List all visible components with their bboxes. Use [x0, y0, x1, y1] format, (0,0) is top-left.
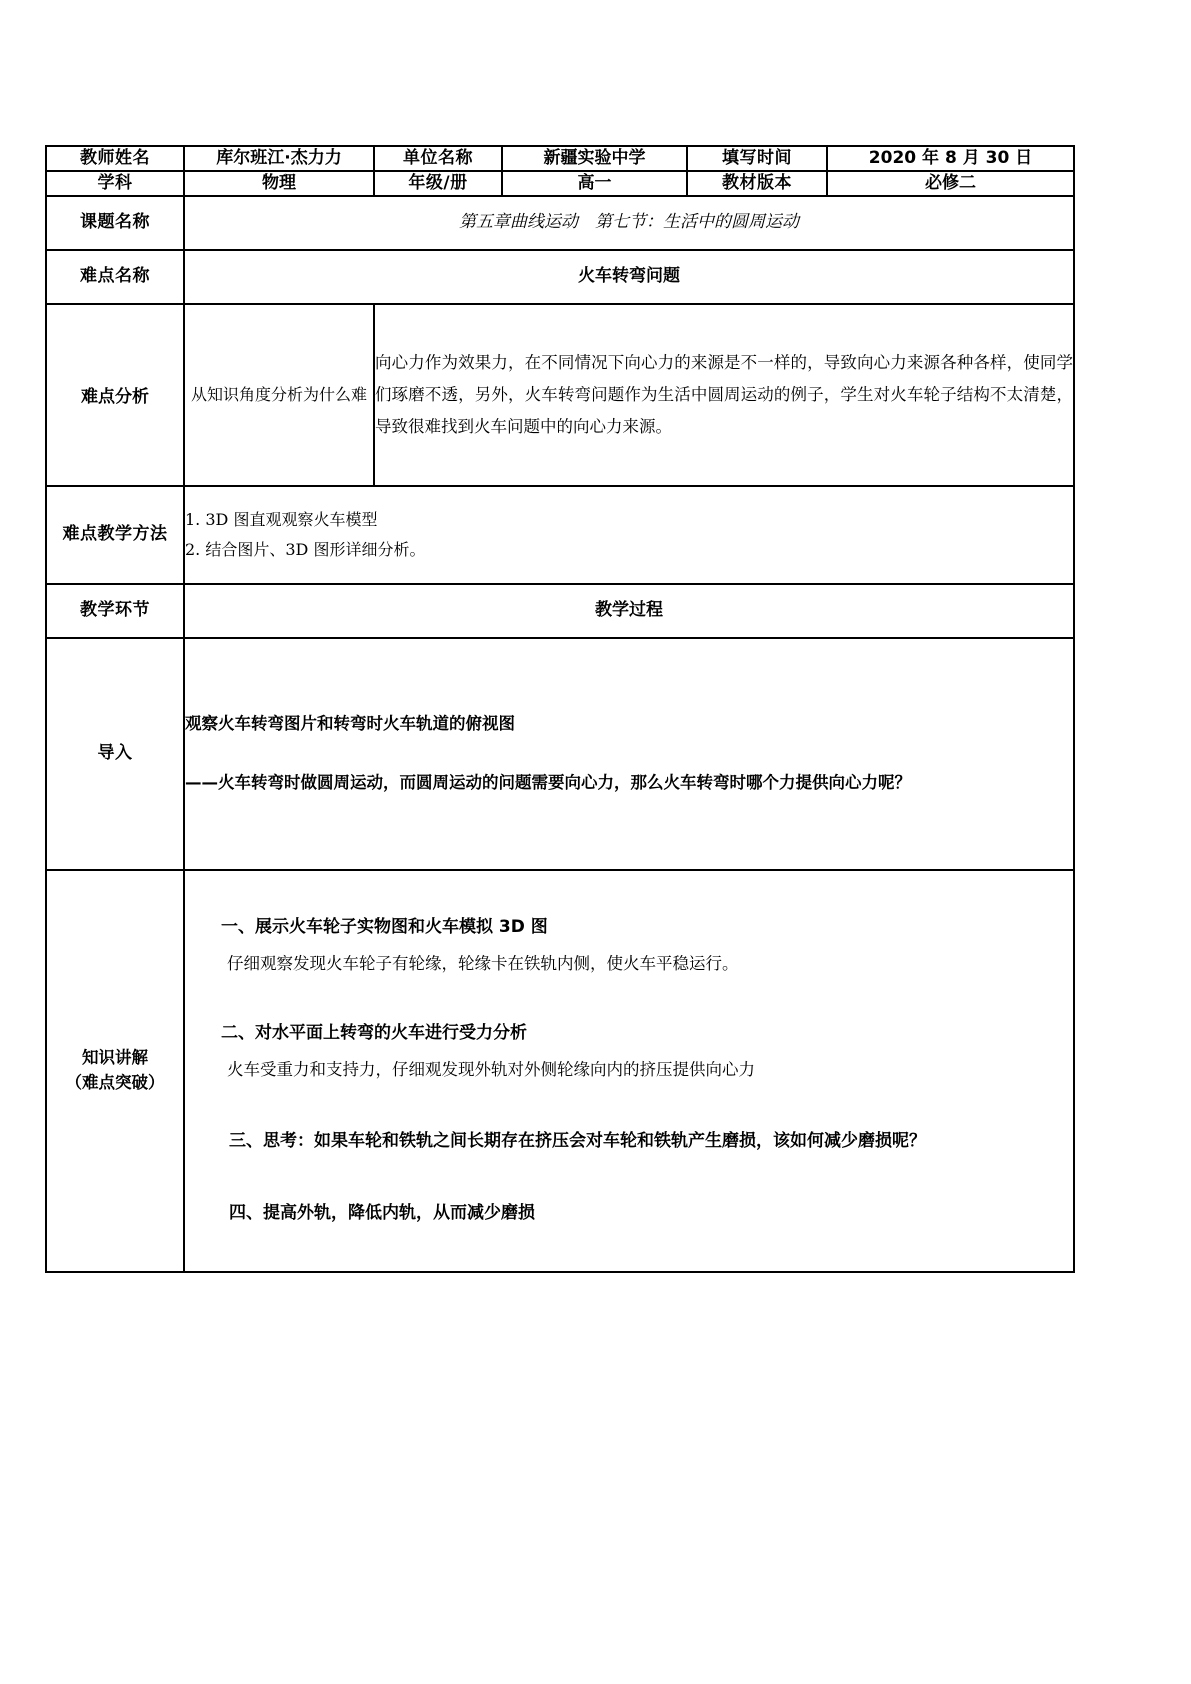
teaching-method-line-2: 2. 结合图片、3D 图形详细分析。 — [185, 539, 426, 559]
teacher-name-label: 教师姓名 — [46, 146, 184, 171]
introduction-body — [184, 638, 1074, 870]
subject-value: 物理 — [184, 171, 374, 196]
topic-label: 课题名称 — [46, 196, 184, 250]
explanation-section-2-text: 火车受重力和支持力，仔细观发现外轨对外侧轮缘向内的挤压提供向心力 — [227, 1059, 755, 1079]
fill-time-value: 2020 年 8 月 30 日 — [827, 146, 1074, 171]
table-row-teaching-method — [46, 486, 1074, 584]
table-row-explanation — [46, 870, 1074, 1272]
teaching-method-body — [184, 486, 1074, 584]
introduction-line-2: ——火车转弯时做圆周运动，而圆周运动的问题需要向心力，那么火车转弯时哪个力提供向心力呢？ — [185, 772, 911, 792]
explanation-section-2-heading: 二、对水平面上转弯的火车进行受力分析 — [221, 1023, 527, 1044]
difficulty-name-value: 火车转弯问题 — [184, 250, 1074, 304]
explanation-section-1-text: 仔细观察发现火车轮子有轮缘，轮缘卡在铁轨内侧，使火车平稳运行。 — [227, 953, 739, 973]
table-row-teacher-info — [46, 146, 1074, 171]
teaching-method-label: 难点教学方法 — [46, 486, 184, 584]
table-row-topic — [46, 196, 1074, 250]
difficulty-analysis-label: 难点分析 — [46, 304, 184, 486]
difficulty-name-label: 难点名称 — [46, 250, 184, 304]
explanation-label — [46, 870, 184, 1272]
textbook-value: 必修二 — [827, 171, 1074, 196]
introduction-label: 导入 — [46, 638, 184, 870]
grade-label: 年级/册 — [374, 171, 502, 196]
teaching-method-line-1: 1. 3D 图直观观察火车模型 — [185, 510, 378, 530]
teacher-name-value: 库尔班江·杰力力 — [184, 146, 374, 171]
textbook-label: 教材版本 — [687, 171, 827, 196]
explanation-body — [184, 870, 1074, 1272]
difficulty-analysis-body: 向心力作为效果力，在不同情况下向心力的来源是不一样的，导致向心力来源各种各样，使同学们琢磨不透，另外，火车转弯问题作为生活中圆周运动的例子，学生对火车轮子结构不太清楚，导致很难找到火车问题中的向心力来源。 — [374, 304, 1074, 486]
table-row-process-header — [46, 584, 1074, 638]
table-row-difficulty-name — [46, 250, 1074, 304]
difficulty-analysis-sublabel: 从知识角度分析为什么难 — [184, 304, 374, 486]
explanation-label-line-2: （难点突破） — [65, 1072, 165, 1092]
table-row-introduction — [46, 638, 1074, 870]
topic-value: 第五章曲线运动 第七节：生活中的圆周运动 — [184, 196, 1074, 250]
explanation-label-line-1: 知识讲解 — [82, 1048, 148, 1068]
table-row-difficulty-analysis — [46, 304, 1074, 486]
subject-label: 学科 — [46, 171, 184, 196]
lesson-plan-table — [45, 145, 1075, 1273]
teaching-stage-label: 教学环节 — [46, 584, 184, 638]
explanation-section-4-heading: 四、提高外轨，降低内轨，从而减少磨损 — [229, 1202, 535, 1223]
explanation-section-3-heading: 三、思考：如果车轮和铁轨之间长期存在挤压会对车轮和铁轨产生磨损，该如何减少磨损呢？ — [229, 1131, 926, 1152]
grade-value: 高一 — [502, 171, 687, 196]
unit-name-label: 单位名称 — [374, 146, 502, 171]
explanation-section-1-heading: 一、展示火车轮子实物图和火车模拟 3D 图 — [221, 917, 548, 938]
fill-time-label: 填写时间 — [687, 146, 827, 171]
table-row-subject-info — [46, 171, 1074, 196]
teaching-process-label: 教学过程 — [184, 584, 1074, 638]
introduction-line-1: 观察火车转弯图片和转弯时火车轨道的俯视图 — [185, 714, 515, 734]
unit-name-value: 新疆实验中学 — [502, 146, 687, 171]
